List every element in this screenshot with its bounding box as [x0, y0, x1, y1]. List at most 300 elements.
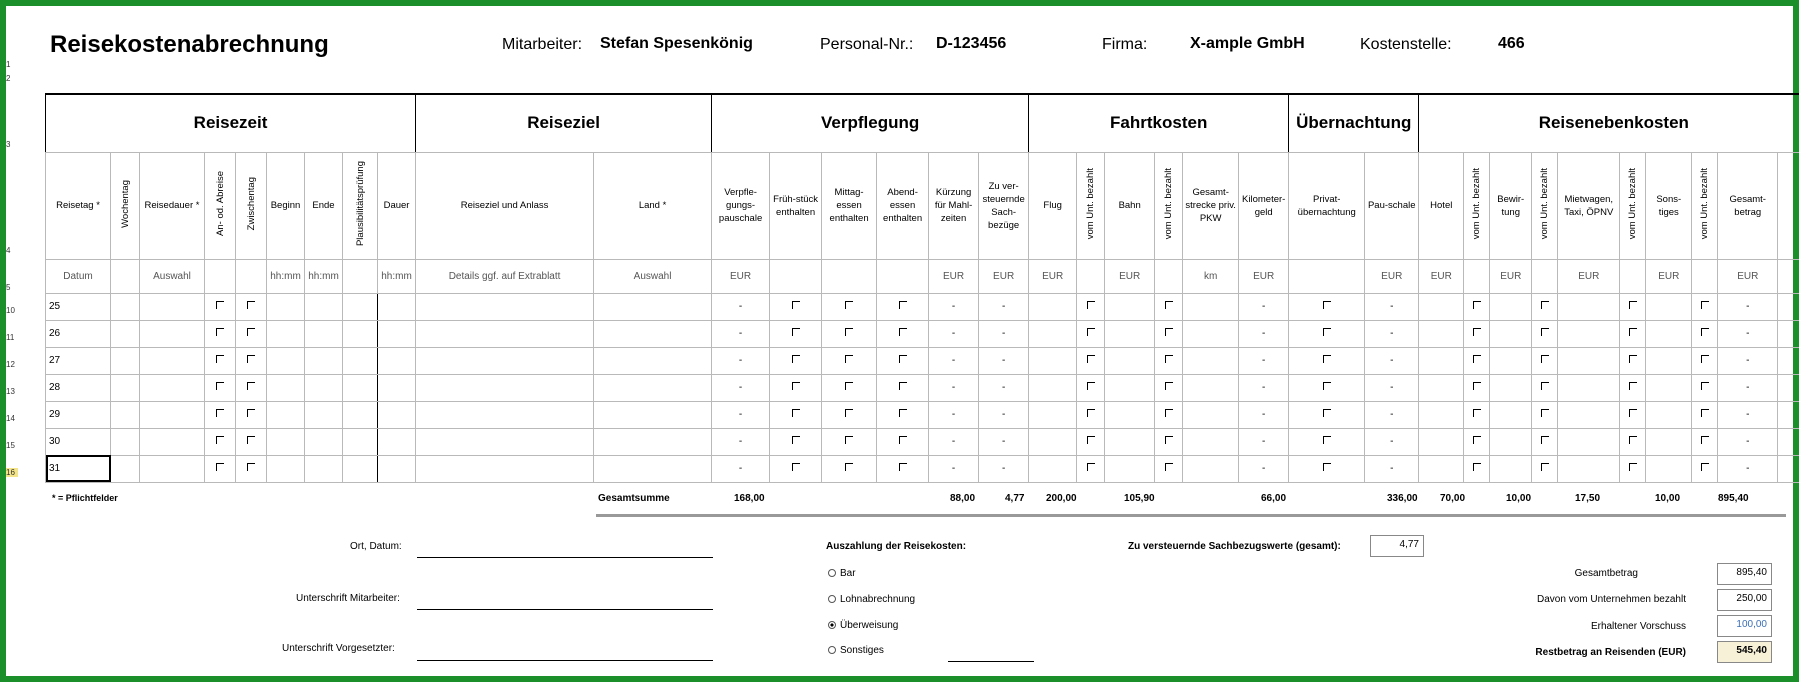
input-cell[interactable] [1646, 320, 1692, 347]
input-cell[interactable] [1105, 374, 1155, 401]
input-cell[interactable] [1105, 401, 1155, 428]
input-cell[interactable] [267, 374, 305, 401]
input-cell[interactable] [1490, 347, 1532, 374]
input-cell[interactable] [140, 347, 205, 374]
checkbox-cell[interactable] [1077, 374, 1105, 401]
checkbox-icon[interactable] [1629, 409, 1637, 417]
input-cell[interactable] [305, 401, 343, 428]
checkbox-cell[interactable] [1620, 428, 1646, 455]
input-cell[interactable] [594, 455, 712, 482]
radio-icon[interactable] [828, 595, 836, 603]
checkbox-cell[interactable] [1532, 320, 1558, 347]
input-cell[interactable] [1183, 401, 1239, 428]
checkbox-icon[interactable] [1165, 355, 1173, 363]
input-cell[interactable] [1778, 293, 1799, 320]
checkbox-icon[interactable] [1323, 409, 1331, 417]
input-cell[interactable] [111, 320, 140, 347]
checkbox-cell[interactable] [1289, 455, 1365, 482]
checkbox-icon[interactable] [247, 328, 255, 336]
input-cell[interactable] [1183, 374, 1239, 401]
checkbox-cell[interactable] [770, 293, 822, 320]
checkbox-cell[interactable] [1077, 401, 1105, 428]
checkbox-cell[interactable] [1692, 347, 1718, 374]
checkbox-icon[interactable] [1541, 463, 1549, 471]
checkbox-icon[interactable] [1473, 382, 1481, 390]
checkbox-cell[interactable] [1289, 320, 1365, 347]
checkbox-cell[interactable] [1289, 428, 1365, 455]
checkbox-icon[interactable] [1087, 463, 1095, 471]
input-cell[interactable] [1419, 401, 1464, 428]
checkbox-icon[interactable] [792, 409, 800, 417]
checkbox-cell[interactable] [205, 455, 236, 482]
option-sonstiges[interactable] [828, 645, 884, 656]
vorschuss-box[interactable]: 100,00 [1717, 615, 1772, 637]
input-cell[interactable] [1646, 347, 1692, 374]
checkbox-icon[interactable] [1541, 382, 1549, 390]
input-cell[interactable] [1558, 293, 1620, 320]
checkbox-icon[interactable] [1165, 436, 1173, 444]
checkbox-icon[interactable] [792, 463, 800, 471]
checkbox-icon[interactable] [247, 436, 255, 444]
input-cell[interactable] [1183, 293, 1239, 320]
checkbox-cell[interactable] [1620, 320, 1646, 347]
reisetag-cell[interactable]: 26 [46, 320, 111, 347]
checkbox-icon[interactable] [1165, 382, 1173, 390]
checkbox-cell[interactable] [1532, 401, 1558, 428]
checkbox-cell[interactable] [1532, 347, 1558, 374]
checkbox-icon[interactable] [1473, 355, 1481, 363]
checkbox-icon[interactable] [845, 382, 853, 390]
input-cell[interactable] [267, 293, 305, 320]
checkbox-cell[interactable] [1532, 374, 1558, 401]
checkbox-cell[interactable] [1464, 374, 1490, 401]
input-cell[interactable] [1029, 347, 1077, 374]
input-cell[interactable] [1029, 428, 1077, 455]
input-cell[interactable] [1558, 428, 1620, 455]
checkbox-cell[interactable] [877, 401, 929, 428]
input-cell[interactable] [140, 293, 205, 320]
checkbox-cell[interactable] [822, 374, 877, 401]
checkbox-cell[interactable] [822, 428, 877, 455]
input-cell[interactable] [1419, 347, 1464, 374]
checkbox-cell[interactable] [1289, 401, 1365, 428]
option-lohn[interactable] [828, 594, 915, 605]
checkbox-cell[interactable] [205, 428, 236, 455]
input-cell[interactable] [140, 455, 205, 482]
input-cell[interactable] [1490, 293, 1532, 320]
checkbox-icon[interactable] [1165, 301, 1173, 309]
checkbox-icon[interactable] [247, 463, 255, 471]
checkbox-cell[interactable] [1692, 374, 1718, 401]
input-cell[interactable] [1778, 401, 1799, 428]
input-cell[interactable] [594, 401, 712, 428]
input-cell[interactable] [416, 347, 594, 374]
checkbox-icon[interactable] [792, 355, 800, 363]
checkbox-icon[interactable] [1701, 328, 1709, 336]
checkbox-cell[interactable] [1692, 320, 1718, 347]
input-cell[interactable] [1105, 455, 1155, 482]
checkbox-cell[interactable] [1620, 293, 1646, 320]
checkbox-icon[interactable] [1165, 409, 1173, 417]
checkbox-cell[interactable] [1155, 428, 1183, 455]
checkbox-icon[interactable] [1629, 436, 1637, 444]
input-cell[interactable] [1558, 320, 1620, 347]
checkbox-cell[interactable] [1692, 401, 1718, 428]
checkbox-cell[interactable] [877, 347, 929, 374]
checkbox-cell[interactable] [1077, 293, 1105, 320]
input-cell[interactable] [267, 320, 305, 347]
checkbox-icon[interactable] [845, 328, 853, 336]
checkbox-icon[interactable] [216, 463, 224, 471]
sonstiges-line[interactable] [948, 661, 1034, 662]
checkbox-icon[interactable] [899, 436, 907, 444]
checkbox-icon[interactable] [216, 301, 224, 309]
costcenter-value[interactable]: 466 [1498, 35, 1525, 52]
checkbox-cell[interactable] [205, 401, 236, 428]
ort-datum-line[interactable] [417, 557, 713, 558]
checkbox-icon[interactable] [216, 382, 224, 390]
checkbox-icon[interactable] [1629, 382, 1637, 390]
input-cell[interactable] [594, 428, 712, 455]
input-cell[interactable] [1105, 428, 1155, 455]
checkbox-icon[interactable] [247, 382, 255, 390]
checkbox-cell[interactable] [1620, 374, 1646, 401]
input-cell[interactable] [267, 455, 305, 482]
checkbox-cell[interactable] [1464, 428, 1490, 455]
input-cell[interactable] [416, 293, 594, 320]
checkbox-icon[interactable] [1473, 436, 1481, 444]
checkbox-icon[interactable] [899, 328, 907, 336]
input-cell[interactable] [378, 428, 416, 455]
checkbox-icon[interactable] [1087, 355, 1095, 363]
input-cell[interactable] [1778, 374, 1799, 401]
checkbox-cell[interactable] [1532, 428, 1558, 455]
checkbox-icon[interactable] [1629, 463, 1637, 471]
checkbox-cell[interactable] [236, 428, 267, 455]
checkbox-cell[interactable] [1155, 401, 1183, 428]
input-cell[interactable] [1419, 455, 1464, 482]
checkbox-cell[interactable] [770, 320, 822, 347]
input-cell[interactable] [378, 293, 416, 320]
input-cell[interactable] [1490, 320, 1532, 347]
checkbox-icon[interactable] [1087, 436, 1095, 444]
input-cell[interactable] [1183, 428, 1239, 455]
checkbox-cell[interactable] [877, 320, 929, 347]
input-cell[interactable] [140, 374, 205, 401]
input-cell[interactable] [111, 401, 140, 428]
input-cell[interactable] [267, 428, 305, 455]
radio-icon[interactable] [828, 646, 836, 654]
input-cell[interactable] [1558, 347, 1620, 374]
input-cell[interactable] [1646, 293, 1692, 320]
checkbox-cell[interactable] [205, 374, 236, 401]
checkbox-cell[interactable] [877, 455, 929, 482]
checkbox-icon[interactable] [1473, 328, 1481, 336]
checkbox-icon[interactable] [1087, 301, 1095, 309]
company-value[interactable]: X-ample GmbH [1190, 35, 1305, 52]
reisetag-cell[interactable]: 29 [46, 401, 111, 428]
checkbox-icon[interactable] [1541, 436, 1549, 444]
reisetag-cell[interactable]: 30 [46, 428, 111, 455]
input-cell[interactable] [1419, 320, 1464, 347]
input-cell[interactable] [1419, 374, 1464, 401]
checkbox-cell[interactable] [205, 347, 236, 374]
input-cell[interactable] [1183, 347, 1239, 374]
checkbox-cell[interactable] [236, 347, 267, 374]
checkbox-icon[interactable] [899, 463, 907, 471]
input-cell[interactable] [111, 455, 140, 482]
input-cell[interactable] [1029, 401, 1077, 428]
checkbox-cell[interactable] [877, 428, 929, 455]
checkbox-cell[interactable] [1692, 455, 1718, 482]
checkbox-icon[interactable] [1473, 301, 1481, 309]
checkbox-icon[interactable] [792, 382, 800, 390]
checkbox-cell[interactable] [1464, 455, 1490, 482]
input-cell[interactable] [140, 401, 205, 428]
checkbox-cell[interactable] [236, 401, 267, 428]
checkbox-icon[interactable] [1473, 463, 1481, 471]
checkbox-cell[interactable] [822, 455, 877, 482]
checkbox-cell[interactable] [1155, 320, 1183, 347]
checkbox-icon[interactable] [216, 436, 224, 444]
checkbox-icon[interactable] [1701, 382, 1709, 390]
checkbox-icon[interactable] [1087, 328, 1095, 336]
input-cell[interactable] [594, 374, 712, 401]
checkbox-icon[interactable] [1541, 328, 1549, 336]
option-bar[interactable] [828, 568, 856, 579]
input-cell[interactable] [1646, 374, 1692, 401]
checkbox-icon[interactable] [1701, 301, 1709, 309]
input-cell[interactable] [1558, 455, 1620, 482]
checkbox-icon[interactable] [1541, 355, 1549, 363]
checkbox-cell[interactable] [1620, 401, 1646, 428]
checkbox-cell[interactable] [1077, 347, 1105, 374]
checkbox-cell[interactable] [822, 293, 877, 320]
checkbox-cell[interactable] [877, 374, 929, 401]
checkbox-icon[interactable] [792, 328, 800, 336]
input-cell[interactable] [1029, 374, 1077, 401]
input-cell[interactable] [1646, 455, 1692, 482]
checkbox-cell[interactable] [877, 293, 929, 320]
input-cell[interactable] [305, 428, 343, 455]
checkbox-icon[interactable] [792, 436, 800, 444]
checkbox-cell[interactable] [1155, 347, 1183, 374]
checkbox-icon[interactable] [1323, 328, 1331, 336]
checkbox-cell[interactable] [236, 374, 267, 401]
checkbox-icon[interactable] [845, 301, 853, 309]
input-cell[interactable] [1778, 347, 1799, 374]
option-ueberweisung[interactable] [828, 620, 898, 631]
checkbox-icon[interactable] [216, 355, 224, 363]
checkbox-icon[interactable] [899, 301, 907, 309]
checkbox-icon[interactable] [1541, 301, 1549, 309]
checkbox-cell[interactable] [1464, 293, 1490, 320]
checkbox-icon[interactable] [1629, 301, 1637, 309]
checkbox-icon[interactable] [845, 409, 853, 417]
checkbox-cell[interactable] [1532, 455, 1558, 482]
checkbox-icon[interactable] [216, 328, 224, 336]
checkbox-icon[interactable] [1629, 328, 1637, 336]
checkbox-cell[interactable] [770, 347, 822, 374]
input-cell[interactable] [416, 320, 594, 347]
input-cell[interactable] [111, 293, 140, 320]
employee-value[interactable]: Stefan Spesenkönig [600, 35, 753, 52]
input-cell[interactable] [378, 320, 416, 347]
persnr-value[interactable]: D-123456 [936, 35, 1007, 52]
checkbox-cell[interactable] [1692, 428, 1718, 455]
checkbox-icon[interactable] [1323, 301, 1331, 309]
checkbox-icon[interactable] [1087, 382, 1095, 390]
checkbox-cell[interactable] [205, 293, 236, 320]
input-cell[interactable] [594, 347, 712, 374]
checkbox-cell[interactable] [1464, 401, 1490, 428]
input-cell[interactable] [267, 347, 305, 374]
checkbox-cell[interactable] [770, 401, 822, 428]
input-cell[interactable] [1490, 401, 1532, 428]
input-cell[interactable] [1778, 455, 1799, 482]
checkbox-cell[interactable] [1620, 347, 1646, 374]
checkbox-icon[interactable] [247, 355, 255, 363]
input-cell[interactable] [1490, 374, 1532, 401]
input-cell[interactable] [1558, 401, 1620, 428]
checkbox-icon[interactable] [845, 436, 853, 444]
checkbox-cell[interactable] [1692, 293, 1718, 320]
checkbox-icon[interactable] [1323, 382, 1331, 390]
checkbox-icon[interactable] [899, 355, 907, 363]
input-cell[interactable] [1646, 428, 1692, 455]
input-cell[interactable] [378, 401, 416, 428]
input-cell[interactable] [1490, 455, 1532, 482]
checkbox-cell[interactable] [770, 428, 822, 455]
input-cell[interactable] [1105, 320, 1155, 347]
checkbox-icon[interactable] [845, 463, 853, 471]
checkbox-icon[interactable] [792, 301, 800, 309]
checkbox-icon[interactable] [1473, 409, 1481, 417]
checkbox-icon[interactable] [216, 409, 224, 417]
checkbox-icon[interactable] [1701, 355, 1709, 363]
input-cell[interactable] [305, 455, 343, 482]
checkbox-cell[interactable] [1155, 374, 1183, 401]
checkbox-icon[interactable] [845, 355, 853, 363]
unterschrift-vg-line[interactable] [417, 660, 713, 661]
checkbox-cell[interactable] [236, 320, 267, 347]
input-cell[interactable] [1105, 293, 1155, 320]
input-cell[interactable] [416, 401, 594, 428]
checkbox-icon[interactable] [1701, 463, 1709, 471]
checkbox-cell[interactable] [236, 293, 267, 320]
checkbox-cell[interactable] [822, 347, 877, 374]
checkbox-cell[interactable] [1289, 374, 1365, 401]
checkbox-cell[interactable] [1620, 455, 1646, 482]
checkbox-icon[interactable] [1541, 409, 1549, 417]
radio-icon[interactable] [828, 569, 836, 577]
ort-datum-label: Ort, Datum: [350, 541, 402, 552]
input-cell[interactable] [111, 428, 140, 455]
input-cell[interactable] [1558, 374, 1620, 401]
checkbox-cell[interactable] [205, 320, 236, 347]
input-cell[interactable] [416, 428, 594, 455]
checkbox-icon[interactable] [899, 409, 907, 417]
input-cell[interactable] [111, 347, 140, 374]
input-cell[interactable] [1646, 401, 1692, 428]
input-cell[interactable] [1029, 320, 1077, 347]
input-cell[interactable] [267, 401, 305, 428]
input-cell[interactable] [1778, 320, 1799, 347]
checkbox-icon[interactable] [1323, 355, 1331, 363]
checkbox-cell[interactable] [1289, 347, 1365, 374]
input-cell[interactable] [1183, 455, 1239, 482]
input-cell[interactable] [1029, 293, 1077, 320]
reisetag-cell[interactable]: 27 [46, 347, 111, 374]
checkbox-cell[interactable] [1077, 428, 1105, 455]
input-cell[interactable] [1490, 428, 1532, 455]
checkbox-icon[interactable] [1165, 328, 1173, 336]
checkbox-icon[interactable] [1701, 409, 1709, 417]
input-cell[interactable] [1419, 428, 1464, 455]
checkbox-icon[interactable] [899, 382, 907, 390]
reisetag-cell[interactable]: 28 [46, 374, 111, 401]
checkbox-icon[interactable] [1701, 436, 1709, 444]
input-cell[interactable] [111, 374, 140, 401]
input-cell[interactable] [594, 320, 712, 347]
input-cell[interactable] [594, 293, 712, 320]
input-cell[interactable] [1419, 293, 1464, 320]
input-cell[interactable] [305, 320, 343, 347]
reisetag-cell[interactable]: 31 [46, 455, 111, 482]
checkbox-cell[interactable] [1532, 293, 1558, 320]
input-cell[interactable] [305, 347, 343, 374]
value-cell: - [1239, 374, 1289, 401]
input-cell[interactable] [140, 428, 205, 455]
checkbox-cell[interactable] [822, 320, 877, 347]
input-cell[interactable] [416, 455, 594, 482]
checkbox-cell[interactable] [1077, 320, 1105, 347]
input-cell[interactable] [378, 455, 416, 482]
value-cell: - [1718, 455, 1778, 482]
checkbox-icon[interactable] [247, 301, 255, 309]
checkbox-cell[interactable] [1155, 293, 1183, 320]
input-cell[interactable] [416, 374, 594, 401]
checkbox-cell[interactable] [1464, 347, 1490, 374]
checkbox-icon[interactable] [247, 409, 255, 417]
checkbox-cell[interactable] [770, 455, 822, 482]
checkbox-cell[interactable] [1155, 455, 1183, 482]
unterschrift-ma-line[interactable] [417, 609, 713, 610]
input-cell[interactable] [305, 374, 343, 401]
checkbox-icon[interactable] [1323, 436, 1331, 444]
input-cell[interactable] [378, 347, 416, 374]
input-cell[interactable] [140, 320, 205, 347]
checkbox-icon[interactable] [1323, 463, 1331, 471]
input-cell[interactable] [378, 374, 416, 401]
checkbox-cell[interactable] [236, 455, 267, 482]
input-cell[interactable] [1105, 347, 1155, 374]
radio-selected-icon[interactable] [828, 621, 836, 629]
checkbox-icon[interactable] [1629, 355, 1637, 363]
input-cell[interactable] [1778, 428, 1799, 455]
checkbox-cell[interactable] [1464, 320, 1490, 347]
input-cell[interactable] [1183, 320, 1239, 347]
checkbox-cell[interactable] [822, 401, 877, 428]
checkbox-icon[interactable] [1087, 409, 1095, 417]
checkbox-cell[interactable] [1289, 293, 1365, 320]
checkbox-icon[interactable] [1165, 463, 1173, 471]
reisetag-cell[interactable]: 25 [46, 293, 111, 320]
checkbox-cell[interactable] [1077, 455, 1105, 482]
input-cell[interactable] [1029, 455, 1077, 482]
input-cell[interactable] [305, 293, 343, 320]
checkbox-cell[interactable] [770, 374, 822, 401]
